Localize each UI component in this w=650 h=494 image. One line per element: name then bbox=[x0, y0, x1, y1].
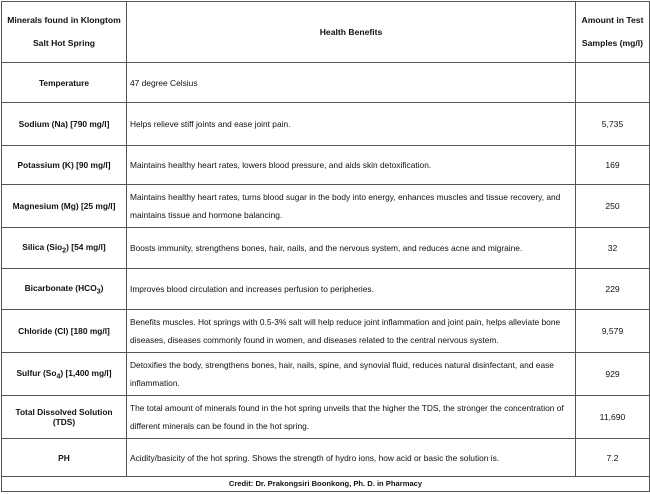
header-amount: Amount in Test Samples (mg/l) bbox=[576, 2, 650, 63]
credit-text: Credit: Dr. Prakongsiri Boonkong, Ph. D. in Pharmacy bbox=[2, 477, 650, 492]
health-benefit: Benefits muscles. Hot springs with 0.5-3% salt will help reduce joint inflammation and joint pain, helps alleviate bone diseases, diseases commonly found in women, and diseases related to the central nervous system. bbox=[127, 310, 576, 353]
table-row bbox=[2, 103, 650, 146]
amount-value: 5,735 bbox=[576, 103, 650, 146]
amount-value bbox=[576, 63, 650, 103]
health-benefit: Maintains healthy heart rates, turns blood sugar in the body into energy, enhances muscles and tissue recovery, and maintains tissue and hormone balancing. bbox=[127, 185, 576, 228]
table-row bbox=[2, 353, 650, 396]
mineral-name: Temperature bbox=[2, 63, 127, 103]
amount-value: 229 bbox=[576, 269, 650, 310]
mineral-name: Chloride (Cl) [180 mg/l] bbox=[2, 310, 127, 353]
mineral-name: Potassium (K) [90 mg/l] bbox=[2, 146, 127, 185]
mineral-name: Bicarbonate $(HCO_3)$ bbox=[2, 269, 127, 310]
table-row bbox=[2, 269, 650, 310]
mineral-name: Total Dissolved Solution (TDS) bbox=[2, 396, 127, 439]
table-row bbox=[2, 310, 650, 353]
mineral-name: Sodium (Na) [790 mg/l] bbox=[2, 103, 127, 146]
table-row bbox=[2, 185, 650, 228]
amount-value: 250 bbox=[576, 185, 650, 228]
table-row bbox=[2, 146, 650, 185]
table-row bbox=[2, 228, 650, 269]
amount-value: 929 bbox=[576, 353, 650, 396]
header-minerals: Minerals found in Klongtom Salt Hot Spring bbox=[2, 2, 127, 63]
table-row bbox=[2, 439, 650, 477]
health-benefit: Acidity/basicity of the hot spring. Shows the strength of hydro ions, how acid or basic the solution is. bbox=[127, 439, 576, 477]
mineral-name: Magnesium (Mg) [25 mg/l] bbox=[2, 185, 127, 228]
table-row bbox=[2, 396, 650, 439]
amount-value: 9,579 bbox=[576, 310, 650, 353]
amount-value: 32 bbox=[576, 228, 650, 269]
table-header-row bbox=[2, 2, 650, 63]
amount-value: 11,690 bbox=[576, 396, 650, 439]
minerals-table bbox=[1, 1, 650, 492]
mineral-name: PH bbox=[2, 439, 127, 477]
health-benefit: The total amount of minerals found in the hot spring unveils that the higher the TDS, the stronger the concentration of different minerals can be found in the hot spring. bbox=[127, 396, 576, 439]
amount-value: 7.2 bbox=[576, 439, 650, 477]
health-benefit: Maintains healthy heart rates, lowers blood pressure, and aids skin detoxification. bbox=[127, 146, 576, 185]
credit-row bbox=[2, 477, 650, 492]
table-row bbox=[2, 63, 650, 103]
health-benefit: Helps relieve stiff joints and ease joint pain. bbox=[127, 103, 576, 146]
health-benefit: 47 degree Celsius bbox=[127, 63, 576, 103]
header-health-benefits: Health Benefits bbox=[127, 2, 576, 63]
amount-value: 169 bbox=[576, 146, 650, 185]
health-benefit: Detoxifies the body, strengthens bones, hair, nails, spine, and synovial fluid, reduces natural disinfectant, and ease inflammation. bbox=[127, 353, 576, 396]
mineral-name: Silica (Sio$_2$) [54 mg/l] bbox=[2, 228, 127, 269]
health-benefit: Improves blood circulation and increases perfusion to peripheries. bbox=[127, 269, 576, 310]
mineral-name: Sulfur $(So_4)$ [1,400 mg/l] bbox=[2, 353, 127, 396]
health-benefit: Boosts immunity, strengthens bones, hair, nails, and the nervous system, and reduces acne and migraine. bbox=[127, 228, 576, 269]
